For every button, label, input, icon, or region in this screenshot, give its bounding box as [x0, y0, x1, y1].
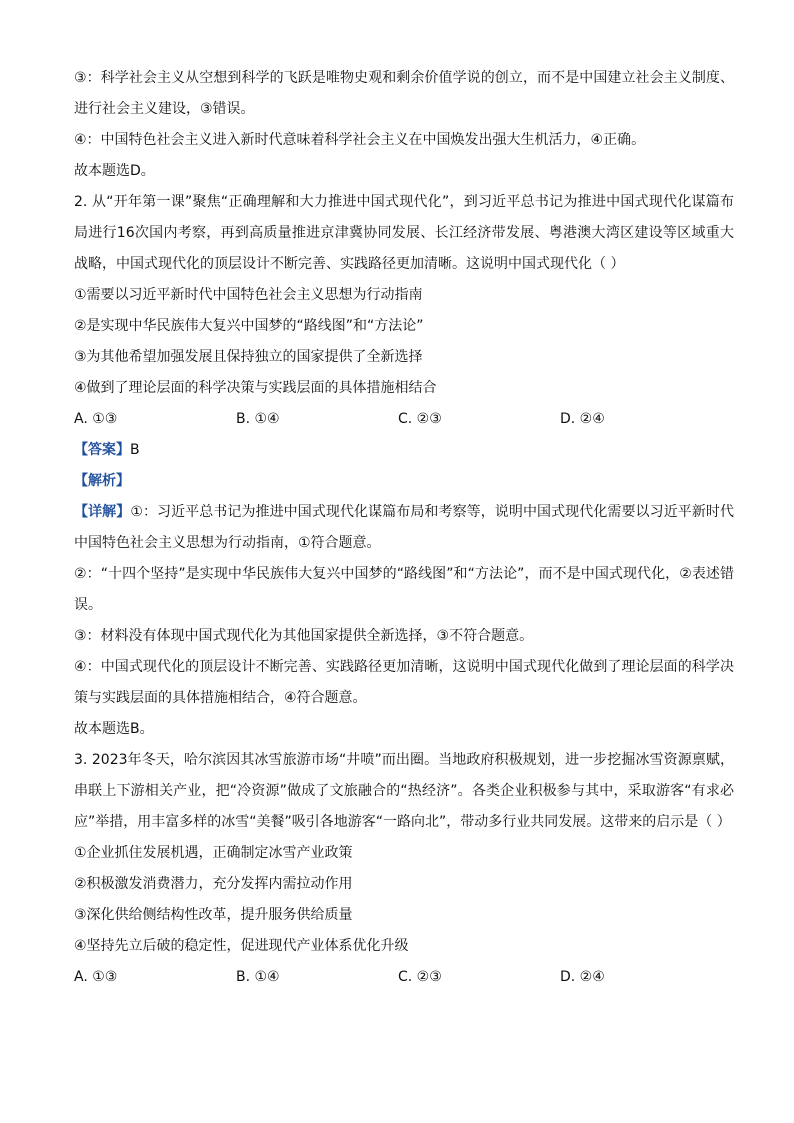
paragraph: ③：材料没有体现中国式现代化为其他国家提供全新选择，③不符合题意。	[74, 628, 534, 644]
paragraph: 3. 2023年冬天，哈尔滨因其冰雪旅游市场“井喷”而出圈。当地政府积极规划，进一步挖掘冰雪资源禀赋，串联上下游相关产业，把“冷资源”做成了文旅融合的“热经济”。各类企业积极参与其中，采取游客“有求必应”举措，用丰富多样的冰雪“美餐”吸引各地游客“一路向北”，带动多行业共同发展。这带来的启示是（ ）	[74, 752, 734, 830]
paragraph: ③深化供给侧结构性改革，提升服务供给质量	[74, 907, 353, 923]
answer-option: B. ①④	[236, 411, 280, 427]
paragraph: ②是实现中华民族伟大复兴中国梦的“路线图”和“方法论”	[74, 318, 424, 334]
section-tag: 【解析】	[74, 473, 130, 489]
answer-option: C. ②③	[398, 411, 442, 427]
paragraph: ④：中国式现代化的顶层设计不断完善、实践路径更加清晰，这说明中国式现代化做到了理论层面的科学决策与实践层面的具体措施相结合，④符合题意。	[74, 659, 734, 706]
paragraph: ①企业抓住发展机遇，正确制定冰雪产业政策	[74, 845, 353, 861]
section-tag: 【答案】	[74, 442, 130, 458]
paragraph: 故本题选B。	[74, 721, 154, 737]
paragraph: 2. 从“开年第一课”聚焦“正确理解和大力推进中国式现代化”，到习近平总书记为推进中国式现代化谋篇布局进行16次国内考察，再到高质量推进京津冀协同发展、长江经济带发展、粤港澳大湾区建设等区域重大战略，中国式现代化的顶层设计不断完善、实践路径更加清晰。这说明中国式现代化（ ）	[74, 194, 734, 272]
paragraph: 故本题选D。	[74, 163, 155, 179]
paragraph: ④：中国特色社会主义进入新时代意味着科学社会主义在中国焕发出强大生机活力，④正确。	[74, 132, 646, 148]
answer-options	[74, 404, 734, 435]
answer-option: D. ②④	[560, 969, 605, 985]
section-tag: 【详解】	[74, 504, 131, 520]
answer-option: C. ②③	[398, 969, 442, 985]
answer-option: A. ①③	[74, 969, 118, 985]
paragraph: ②积极激发消费潜力，充分发挥内需拉动作用	[74, 876, 353, 892]
paragraph: ③：科学社会主义从空想到科学的飞跃是唯物史观和剩余价值学说的创立，而不是中国建立社会主义制度、进行社会主义建设，③错误。	[74, 70, 734, 117]
paragraph: ①需要以习近平新时代中国特色社会主义思想为行动指南	[74, 287, 423, 303]
answer-options	[74, 962, 734, 993]
section-text: B	[130, 442, 140, 458]
section-label	[74, 497, 734, 559]
paragraph: ④做到了理论层面的科学决策与实践层面的具体措施相结合	[74, 380, 437, 396]
section-text: ①：习近平总书记为推进中国式现代化谋篇布局和考察等，说明中国式现代化需要以习近平新时代中国特色社会主义思想为行动指南，①符合题意。	[74, 504, 734, 551]
answer-option: A. ①③	[74, 411, 118, 427]
answer-option: D. ②④	[560, 411, 605, 427]
answer-option: B. ①④	[236, 969, 280, 985]
paragraph: ③为其他希望加强发展且保持独立的国家提供了全新选择	[74, 349, 423, 365]
paragraph: ④坚持先立后破的稳定性，促进现代产业体系优化升级	[74, 938, 409, 954]
paragraph: ②：“十四个坚持”是实现中华民族伟大复兴中国梦的“路线图”和“方法论”，而不是中国式现代化，②表述错误。	[74, 566, 734, 613]
section-label	[74, 435, 734, 466]
section-label	[74, 466, 734, 497]
